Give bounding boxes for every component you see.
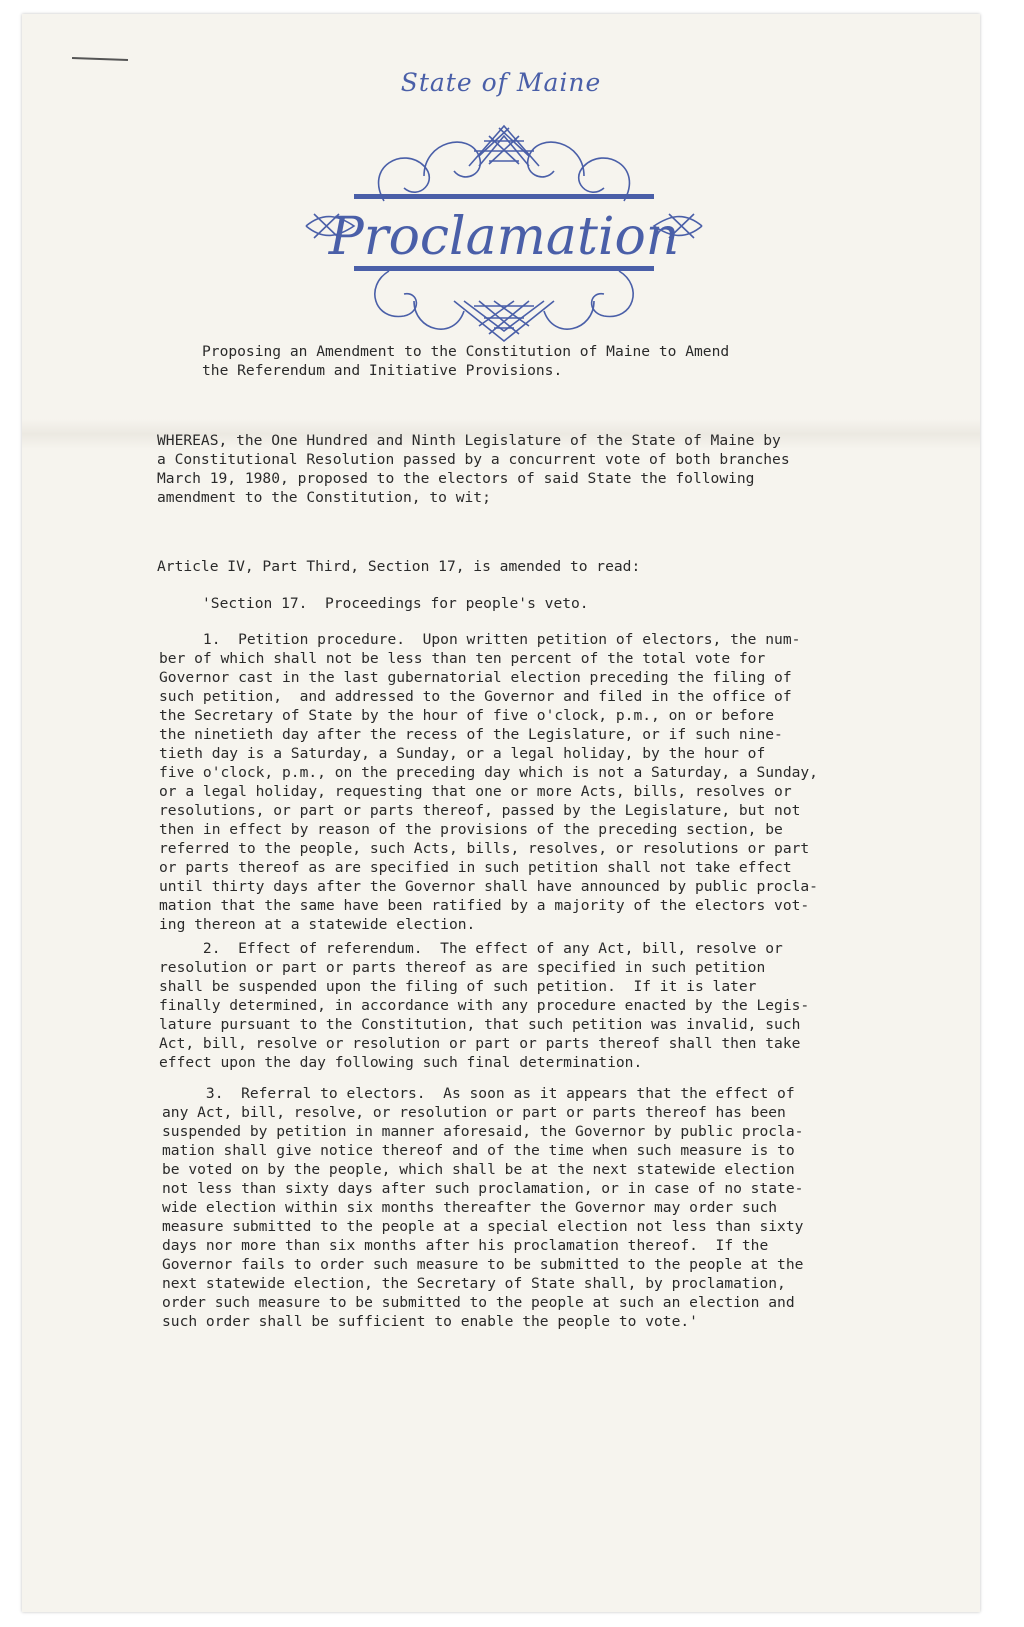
document-sheet <box>22 14 980 1612</box>
state-title: State of Maine <box>400 68 602 97</box>
whereas-clause: WHEREAS, the One Hundred and Ninth Legislature of the State of Maine by a Constitutional Resolution passed by a concurrent vote of both branches March 19, 1980, proposed to the electors of said State the following amendment to the Constitution, to wit; <box>157 432 790 506</box>
proclamation-title: Proclamation <box>328 207 680 267</box>
proclamation-ornament-icon <box>294 106 714 356</box>
section-heading: 'Section 17. Proceedings for people's veto. <box>202 595 589 612</box>
paragraph-referral-to-electors: 3. Referral to electors. As soon as it appears that the effect of any Act, bill, resolve, or resolution or part or parts thereof has been suspended by petition in manner aforesaid, the Governor by public procla- mation shall give notice thereof and of the time when such measure is to be voted on by the people, which shall be at the next statewide election not less than sixty days after such proclamation, or in case of no state- wide election within six months thereafter the Governor may order such measure submitted to the people at a special election not less than sixty days nor more than six months after his proclamation thereof. If the Governor fails to order such measure to be submitted to the people at the next statewide election, the Secretary of State shall, by proclamation, order such measure to be submitted to the people at such an election and such order shall be sufficient to enable the people to vote.' <box>162 1085 804 1330</box>
paragraph-petition-procedure: 1. Petition procedure. Upon written petition of electors, the num- ber of which shall not be less than ten percent of the total vote for Governor cast in the last gubernatorial election preceding the filing of such petition, and addressed to the Governor and filed in the office of the Secretary of State by the hour of five o'clock, p.m., on or before the ninetieth day after the recess of the Legislature, or if such nine- tieth day is a Saturday, a Sunday, or a legal holiday, by the hour of five o'clock, p.m., on the preceding day which is not a Saturday, a Sunday, or a legal holiday, requesting that one or more Acts, bills, resolves or resolutions, or part or parts thereof, passed by the Legislature, but not then in effect by reason of the provisions of the preceding section, be referred to the people, such Acts, bills, resolves, or resolutions or part or parts thereof as are specified in such petition shall not take effect until thirty days after the Governor shall have announced by public procla- mation that the same have been ratified by a majority of the electors vot- ing thereon at a statewide election. <box>159 631 818 933</box>
article-heading: Article IV, Part Third, Section 17, is amended to read: <box>157 558 641 575</box>
subtitle: Proposing an Amendment to the Constitution of Maine to Amend the Referendum and Initiative Provisions. <box>202 343 730 379</box>
paragraph-effect-of-referendum: 2. Effect of referendum. The effect of any Act, bill, resolve or resolution or part or parts thereof as are specified in such petition shall be suspended upon the filing of such petition. If it is later finally determined, in accordance with any procedure enacted by the Legis- lature pursuant to the Constitution, that such petition was invalid, such Act, bill, resolve or resolution or part or parts thereof shall then take effect upon the day following such final determination. <box>159 940 810 1071</box>
pencil-mark <box>72 57 128 61</box>
